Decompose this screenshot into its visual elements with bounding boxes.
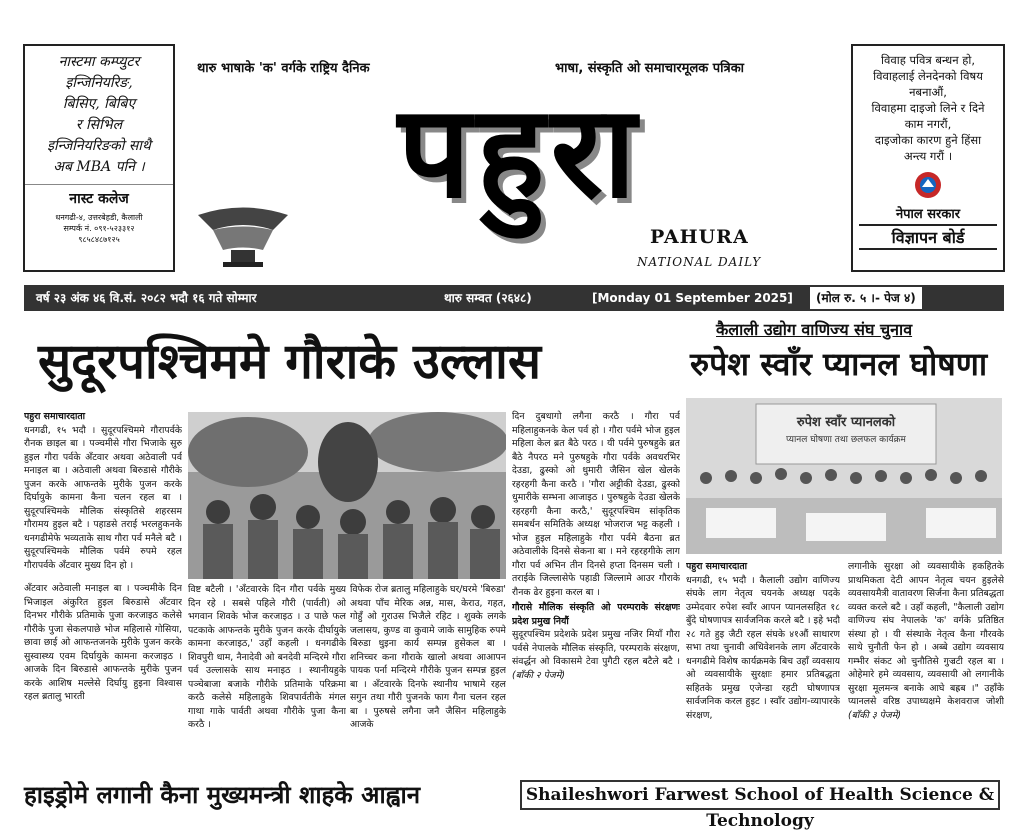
ad-right-advertisement-board bbox=[851, 44, 1005, 272]
college-name: नास्ट कलेज bbox=[25, 184, 173, 208]
main-headline: सुदूरपश्चिममे गौराके उल्लास bbox=[38, 333, 541, 390]
main-story-col4: दिन दुबधागो लगैना करठै । गौरा पर्व महिलाहुकनके केल पर्व हो । गौरा पर्वमे भोज हुइल महिला केल ब्रत बैठे परठ । यी पर्वमे पुरुषहुके ब्रत बैठे नैपरठ मने पुरुषहुके गौरा पर्वके अवधरभिर देउडा, ढुस्को ओ धुमारी जैसिन खेल खेलके रहरहगी कैना करठै । 'गौरा अट्टीकी देउडा, ढुस्को धुमारीके सम्भना आजाइठ । पुरुषहुके देउडा खेलके रहरहगी कैना करठै,' सुदूरपश्चिम सांकृतिक समबर्धन समितिके अध्यक्ष भोजराज भट्ट कहली । भोज हुइल महिलाहुके गौरा पर्वमे बैठना ब्रत अठेवालीके दिनसे सेकना बा । मने रहरहगीके लाग गौरा पर्व अभिन तीन दिनसे हप्ता दिनसम चली । तराईके जिल्लासेफे पहाडी जिल्लामे आउर गौराके रौनक ढेर हुइना करल बा । गौरासे मौलिक संस्कृति ओ परम्पराके संरक्षणः प्रदेश प्रमुख नियौं सुदूरपश्चिम प्रदेशके प्रदेश प्रमुख नजिर मियाँ गौरा पर्वसे नेपालके मौलिक संस्कृति, परम्पराके संरक्षण, संवर्द्धन ओ विकासमे टेवा पुगैटी रहल बटैले बटै । (बाँकी २ पेजमे) bbox=[512, 411, 680, 681]
english-date: [Monday 01 September 2025] bbox=[592, 291, 793, 305]
ad-left-text: नास्टमा कम्प्युटर इन्जिनियरिङ, बिसिए, बिबिए र सिभिल इन्जिनियरिङको साथै अब MBA पनि । bbox=[47, 54, 151, 175]
price-page: (मोल रु. ५ ।- पेज ४) bbox=[810, 287, 922, 309]
tagline-right: भाषा, संस्कृति ओ समाचारमूलक पत्रिका bbox=[555, 61, 745, 76]
dateline-bar bbox=[24, 285, 1004, 311]
main-story-col3: विफेक रोज ब्रतालु महिलाहुके घर/घरमे 'बिरुडा' अथवा पाँच मेरिक अन्न, मास, केराउ, गहत, गोहुँ ओ गुराउस भिजैले रहिट । शुक्के लगके जलासय, कुण्ड वा कुवामे जाके सामुहिक रुपमे बिरुडा धुइना कार्य सम्पन्न हुसेकल बा । शनिच्चर कना गौराके खालो अथवा आआपन पायक पर्ना मन्दिरमे गौरीके पुजन सम्पन्न हुइल बा । अँटवारके दिनफे स्थानीय भाषामे रहल सगुन तथा गौरी पुजनके फाग गैना चलन रहल बा । पुरुषसे लगैना जनै जैसिन महिलाहुके आजके bbox=[350, 584, 506, 730]
photo-banner-text: रुपेश स्वाँर प्यानलको bbox=[796, 415, 896, 430]
right-story-col1: पहुरा समाचारदाता धनगढी, १५ भदौ । कैलाली उद्योग वाणिज्य संघके लाग नेतृत्व चयनके अध्यक्ष पदके उम्मेदवार रुपेश स्वाँर आपन प्यानलसहित १८ बुँदे घोषणापत्र सार्वजनिक करले बटै । इहे भदौ २८ गते हुइ जैटी रहल संघके ४१औं साधारण सभा तथा चुनावी अधिवेशनके लाग अँटवारके धनगढीमे विशेष कार्यक्रमके बिच उहाँ व्यवसाय ओ व्यवसायीके सुरक्षाः हमार प्रतिबद्धता सहितके प्रमुख एजेन्डा रहटी घोषणापत्र सार्वजनिक करल हुइट । स्वाँर उद्योग-व्यापारके संरक्षण, bbox=[686, 561, 840, 721]
ad-left-nast-college bbox=[23, 44, 175, 272]
subhead-province-chief: गौरासे मौलिक संस्कृति ओ परम्पराके संरक्षणः प्रदेश प्रमुख नियौं bbox=[512, 602, 680, 627]
government-label: नेपाल सरकार bbox=[895, 207, 961, 222]
logo-national-daily: NATIONAL DAILY bbox=[637, 255, 762, 269]
main-story-col1-bottom: अँटवार अठेवाली मनाइल बा । पञ्चमीके दिन भिजाइल अंकुरित हुइल बिरुडासे अँटवार दिनभर गौरीके प्रतिमाके पुजा करजाइठ कलेसे गौरीके पुजा सेकलपाछे भोज महिलासे गोसिया, छावा छाई ओ आफन्तजनके मुरीके पुजन करके सुस्वास्थ्य एवम दिर्घायुके कामना करजाइठ । आजके दिन बिरुडासे आफन्तके मुरीके पुजन करके आशिष मल्लेसे दिर्घायु हुइना विश्वास रहल ब्रतालु भारती bbox=[24, 583, 182, 702]
gaura-festival-photo bbox=[188, 412, 506, 579]
masthead-title: पहुरा bbox=[397, 77, 643, 227]
right-story-col2: लगानीके सुरक्षा ओ व्यवसायीके हकहितके प्राथमिकता देटी आपन नेतृत्व चयन हुइलेसे व्यवसायमैत्री वातावरण सिर्जना कैना प्रतिबद्धता व्यक्त करले बटै । उहाँ कहली, "कैलाली उद्योग वाणिज्य संघ नेपालके 'क' वर्गके प्रतिष्ठित संस्था हो । यी संस्थाके नेतृत्व कैना गौरवके साथे चुनौती फेन हो । अब्बे उद्योग व्यवसाय गम्भीर संकट ओ चुनौतिसे गुज्रटी रहल बा । ओहेमारे हमे व्यवसाय, व्यवसायी ओ लगानीके सुरक्षा मूलमन्त्र बनाके आघे बह्रब ।" उहाँके प्यानलसे वरिष्ठ उपाध्यक्षमे केशवराज जोशी (बाँकी ३ पेजमे) bbox=[848, 561, 1004, 721]
byline-right: पहुरा समाचारदाता bbox=[686, 561, 748, 572]
main-story-col2: विष्ट बटैली । 'अँटवारके दिन गौरा पर्वके मुख्य दिन रहे । सबसे पहिले गौरी (पार्वती) ओ भगवान शिवके भोज करजाइठ । उ पाछे फल पटकाके आफन्तके मुरीके पुजन करके दीर्घायुके कामना करजाइठ,' उहाँ कहली । धनगढीके शिवपुरी धाम, नैनादेवी ओ बनदेवी मन्दिरमे गौरा पर्व उल्लासके साथ मनाइठ । स्थानीयहुके पञ्चेबाजा बजाके गौरीके प्रतिमाके परिक्रमा करठै कलेसे महिलाहुके शिवपार्वतीके मंगल गाथा गाके पार्वती अथवा गौरीके पुजा कैना करठै । bbox=[188, 584, 346, 730]
byline-main: पहुरा समाचारदाता bbox=[24, 411, 86, 422]
right-headline: रुपेश स्वाँर प्यानल घोषणा bbox=[690, 345, 988, 383]
advertisement-board-label: विज्ञापन बोर्ड bbox=[859, 224, 997, 250]
tharu-year: थारु सम्वत (२६४८) bbox=[444, 291, 532, 305]
logo-pahura: PAHURA bbox=[650, 226, 749, 248]
continued-page-2: (बाँकी २ पेजमे) bbox=[512, 669, 566, 681]
college-address: धनगढी-४, उत्तरबेहडी, कैलाली सम्पर्क नं. ०९१-५२३३१२ ९८५८४८७१२५ bbox=[55, 213, 143, 244]
school-advertisement: Shaileshwori Farwest School of Health Science & Technology bbox=[520, 780, 1000, 810]
ad-right-text: विवाह पवित्र बन्धन हो, विवाहलाई लेनदेनको विषय नबनाऔं, विवाहमा दाइजो लिने र दिने काम नगरौं, दाइजोका कारण हुने हिंसा अन्त्य गरौं । bbox=[871, 53, 985, 163]
tagline-left: थारु भाषाके 'क' वर्गके राष्ट्रिय दैनिक bbox=[197, 61, 370, 76]
panel-announcement-photo bbox=[686, 398, 1002, 554]
continued-page-3: (बाँकी ३ पेजमे) bbox=[848, 709, 902, 721]
bottom-headline: हाइड्रोमे लगानी कैना मुख्यमन्त्री शाहके आह्वान bbox=[24, 781, 421, 809]
photo-banner-subtext: प्यानल घोषणा तथा छलफल कार्यक्रम bbox=[786, 435, 906, 445]
nepal-emblem-icon bbox=[911, 170, 945, 200]
masthead-ornament-icon bbox=[193, 205, 293, 269]
right-kicker: कैलाली उद्योग वाणिज्य संघ चुनाव bbox=[716, 320, 913, 339]
year-issue: वर्ष २३ अंक ४६ वि.सं. २०८२ भदौ १६ गते सोम्मार bbox=[36, 291, 257, 305]
main-story-col1-top: पहुरा समाचारदाता धनगढी, १५ भदौ । सुदूरपश्चिममे गौरापर्वके रौनक छाइल बा । पञ्चमीसे गौरा भिजाके सुरु हुइल गौरा पर्वके अँटवार अथवा अठेवाली पर्व मनाइल बा । अठेवाली अथवा बिरुडासे गौरीके पुजन करके आफन्तके मुरीके पुजन करके दिर्घायुके कामना कैना चलन रहल बा । सुदूरपश्चिमके मौलिक संस्कृतिसे शहरसम गौरामय हुइल बटै । पहाडसे तराई भरलहुकनके धनगढीमेफे भव्यताके साथ गौरा पर्व मनैले बटै । सुदूरपश्चिमके मौलिक पर्वमे रुपमे रहल गौरापर्वके अँटवार मुख्य दिन हो । bbox=[24, 411, 182, 571]
